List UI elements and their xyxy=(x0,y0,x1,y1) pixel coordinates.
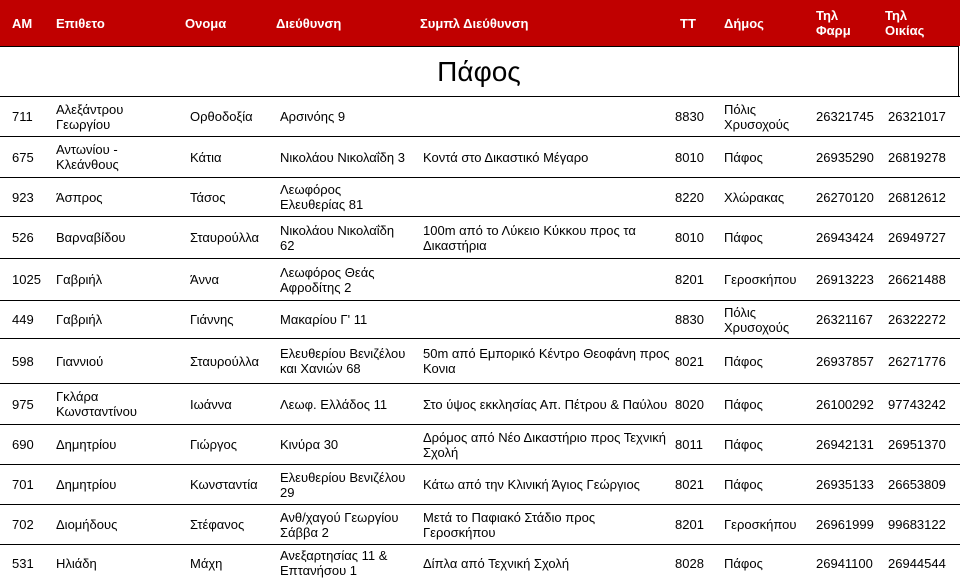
table-row xyxy=(0,300,960,338)
cell-address: Μακαρίου Γ' 11 xyxy=(280,312,368,327)
cell-tel-home: 26271776 xyxy=(888,353,946,369)
cell-name: Γιώργος xyxy=(190,437,238,452)
cell-surname: Γαβριήλ xyxy=(56,312,103,327)
cell-extra: Κάτω από την Κλινική Άγιος Γεώργιος xyxy=(423,477,640,492)
cell-tel-home: 26951370 xyxy=(888,437,946,452)
cell-tel-pharmacy: 26961999 xyxy=(816,517,874,532)
cell-tel-pharmacy: 26935290 xyxy=(816,149,874,165)
cell-address: Ανεξαρτησίας 11 & Επτανήσου 1 xyxy=(280,548,388,578)
cell-postcode: 8021 xyxy=(675,353,704,369)
cell-tel-pharmacy: 26321167 xyxy=(816,312,873,327)
cell-name: Σταυρούλλα xyxy=(190,353,260,369)
table-row xyxy=(0,504,960,544)
cell-postcode: 8201 xyxy=(675,517,704,532)
cell-name: Μάχη xyxy=(190,555,223,571)
cell-name: Άννα xyxy=(190,272,219,287)
cell-tel-pharmacy: 26100292 xyxy=(816,396,874,412)
cell-extra: Δίπλα από Τεχνική Σχολή xyxy=(423,555,570,571)
cell-address: Ελευθερίου Βενιζέλου 29 xyxy=(280,469,406,500)
cell-municipality: Πάφος xyxy=(724,230,763,245)
cell-tel-home: 26944544 xyxy=(888,555,946,571)
cell-tel-home: 26819278 xyxy=(888,149,946,165)
table-row xyxy=(0,216,960,258)
cell-tel-pharmacy: 26913223 xyxy=(816,272,874,287)
cell-tel-pharmacy: 26937857 xyxy=(816,353,874,369)
cell-municipality: Γεροσκήπου xyxy=(724,517,797,532)
cell-municipality: Πάφος xyxy=(724,437,763,452)
cell-tel-pharmacy: 26935133 xyxy=(816,477,874,492)
cell-tel-pharmacy: 26270120 xyxy=(816,189,874,205)
cell-surname: Ηλιάδη xyxy=(56,555,97,571)
cell-extra xyxy=(423,301,671,338)
cell-extra xyxy=(423,178,671,216)
cell-municipality: Πόλις Χρυσοχούς xyxy=(724,101,790,132)
cell-am: 975 xyxy=(12,396,34,412)
cell-tel-home: 26322272 xyxy=(888,312,946,327)
cell-tel-pharmacy: 26941100 xyxy=(816,555,873,571)
cell-extra: Μετά το Παφιακό Στάδιο προς Γεροσκήπου xyxy=(423,509,596,540)
header-surname: Επιθετο xyxy=(56,15,105,31)
table-row xyxy=(0,383,960,424)
cell-tel-home: 99683122 xyxy=(888,517,946,532)
cell-address: Λεωφόρος Θεάς Αφροδίτης 2 xyxy=(280,264,375,295)
cell-tel-pharmacy: 26943424 xyxy=(816,230,874,245)
cell-municipality: Πόλις Χρυσοχούς xyxy=(724,304,790,335)
cell-extra: Κοντά στο Δικαστικό Μέγαρο xyxy=(423,149,589,165)
table-header xyxy=(0,0,960,46)
cell-extra: 100m από το Λύκειο Κύκκου προς τα Δικαστήρια xyxy=(423,222,636,253)
header-municipality: Δήμος xyxy=(724,15,764,31)
cell-municipality: Πάφος xyxy=(724,477,763,492)
cell-municipality: Πάφος xyxy=(724,149,763,165)
cell-name: Σταυρούλλα xyxy=(190,230,260,245)
cell-postcode: 8010 xyxy=(675,149,704,165)
cell-name: Γιάννης xyxy=(190,312,234,327)
header-extra-address: Συμπλ Διεύθυνση xyxy=(420,15,529,31)
cell-name: Στέφανος xyxy=(190,517,245,532)
cell-name: Ορθοδοξία xyxy=(190,109,253,124)
cell-extra: 50m από Εμπορικό Κέντρο Θεοφάνη προς Κονια xyxy=(423,346,670,376)
cell-municipality: Πάφος xyxy=(724,353,763,369)
cell-tel-home: 26321017 xyxy=(888,109,946,124)
cell-name: Ιωάννα xyxy=(190,396,232,412)
cell-tel-home: 26949727 xyxy=(888,230,946,245)
cell-postcode: 8020 xyxy=(675,396,704,412)
header-am: ΑΜ xyxy=(12,15,33,31)
cell-am: 531 xyxy=(12,555,34,571)
table-row xyxy=(0,258,960,300)
cell-am: 449 xyxy=(12,312,34,327)
cell-tel-home: 97743242 xyxy=(888,396,946,412)
region-title: Πάφος xyxy=(0,46,959,96)
cell-am: 675 xyxy=(12,149,34,165)
cell-municipality: Γεροσκήπου xyxy=(724,272,797,287)
cell-postcode: 8028 xyxy=(675,555,704,571)
cell-surname: Δημητρίου xyxy=(56,437,117,452)
cell-postcode: 8201 xyxy=(675,272,704,287)
table-row xyxy=(0,177,960,216)
cell-tel-home: 26812612 xyxy=(888,189,946,205)
cell-am: 702 xyxy=(12,517,34,532)
table-row xyxy=(0,96,960,136)
header-tel-pharmacy: Τηλ Φαρμ xyxy=(816,8,851,38)
cell-municipality: Πάφος xyxy=(724,396,763,412)
header-name: Ονομα xyxy=(185,15,227,31)
cell-surname: Γκλάρα Κωνσταντίνου xyxy=(56,389,138,419)
cell-address: Λεωφ. Ελλάδος 11 xyxy=(280,396,388,412)
cell-address: Νικολάου Νικολαΐδη 62 xyxy=(280,222,395,253)
header-tel-home: Τηλ Οικίας xyxy=(885,8,925,38)
cell-address: Ελευθερίου Βενιζέλου και Χανιών 68 xyxy=(280,346,406,376)
cell-postcode: 8021 xyxy=(675,477,704,492)
cell-address: Λεωφόρος Ελευθερίας 81 xyxy=(280,182,364,212)
cell-surname: Αλεξάντρου Γεωργίου xyxy=(56,101,124,132)
cell-extra: Δρόμος από Νέο Δικαστήριο προς Τεχνική Σχολή xyxy=(423,429,666,460)
cell-am: 701 xyxy=(12,477,34,492)
cell-am: 690 xyxy=(12,437,34,452)
cell-am: 526 xyxy=(12,230,34,245)
cell-tel-home: 26621488 xyxy=(888,272,946,287)
header-postcode: ΤΤ xyxy=(680,15,696,31)
cell-extra xyxy=(423,259,671,300)
cell-am: 711 xyxy=(12,109,33,124)
cell-tel-home: 26653809 xyxy=(888,477,946,492)
table-row xyxy=(0,424,960,464)
cell-address: Νικολάου Νικολαΐδη 3 xyxy=(280,149,405,165)
cell-surname: Δημητρίου xyxy=(56,477,117,492)
header-address: Διεύθυνση xyxy=(276,15,342,31)
cell-surname: Βαρναβίδου xyxy=(56,230,126,245)
cell-name: Κάτια xyxy=(190,149,222,165)
cell-municipality: Χλώρακας xyxy=(724,189,785,205)
cell-am: 598 xyxy=(12,353,34,369)
cell-postcode: 8830 xyxy=(675,312,704,327)
table-row xyxy=(0,464,960,504)
cell-municipality: Πάφος xyxy=(724,555,763,571)
cell-postcode: 8011 xyxy=(675,437,703,452)
cell-address: Κινύρα 30 xyxy=(280,437,339,452)
cell-postcode: 8010 xyxy=(675,230,704,245)
cell-tel-pharmacy: 26942131 xyxy=(816,437,874,452)
table-row xyxy=(0,338,960,383)
cell-surname: Αντωνίου - Κλεάνθους xyxy=(56,142,119,172)
cell-tel-pharmacy: 26321745 xyxy=(816,109,874,124)
cell-surname: Διομήδους xyxy=(56,517,118,532)
table-row xyxy=(0,544,960,581)
cell-name: Κωνσταντία xyxy=(190,477,258,492)
cell-name: Τάσος xyxy=(190,189,226,205)
cell-postcode: 8830 xyxy=(675,109,704,124)
cell-am: 1025 xyxy=(12,272,41,287)
cell-extra: Στο ύψος εκκλησίας Απ. Πέτρου & Παύλου xyxy=(423,396,668,412)
cell-surname: Άσπρος xyxy=(56,189,103,205)
cell-postcode: 8220 xyxy=(675,189,704,205)
cell-surname: Γιαννιού xyxy=(56,353,104,369)
cell-address: Ανθ/χαγού Γεωργίου Σάββα 2 xyxy=(280,509,399,540)
cell-extra xyxy=(423,97,671,136)
table-row xyxy=(0,136,960,177)
cell-surname: Γαβριήλ xyxy=(56,272,103,287)
cell-address: Αρσινόης 9 xyxy=(280,109,346,124)
cell-am: 923 xyxy=(12,189,34,205)
